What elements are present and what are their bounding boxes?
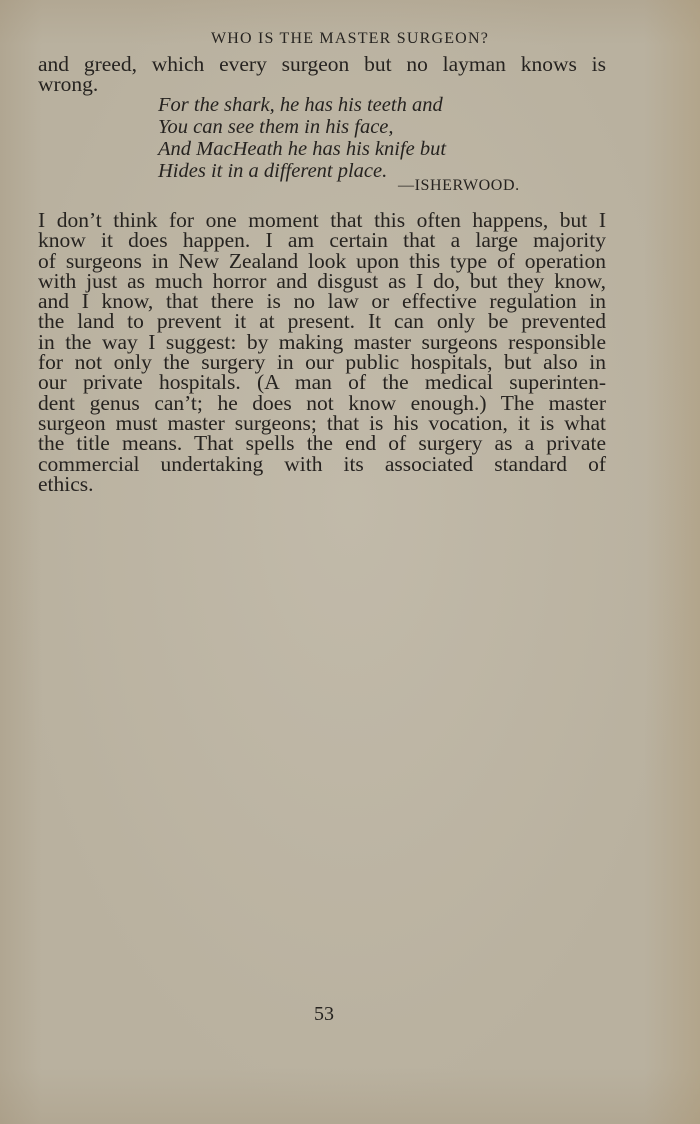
text-line: and greed, which every surgeon but no layman knows is [38,52,606,76]
text-line: ethics. [38,471,94,496]
verse-line: Hides it in a different place. [158,160,388,182]
text-line: the land to prevent it at present. It can only be prevented [38,309,606,334]
text-line: surgeon must master surgeons; that is his vocation, it is what [38,410,606,435]
verse-line: For the shark, he has his teeth and [158,94,443,116]
body-paragraph [38,210,606,494]
text-line: know it does happen. I am certain that a large majority [38,228,606,253]
text-line: in the way I suggest: by making master surgeons responsible [38,329,606,354]
text-line: wrong. [38,72,99,97]
verse-line: You can see them in his face, [158,116,394,138]
text-line: of surgeons in New Zealand look upon this type of operation [38,248,606,273]
page-number: 53 [314,1003,334,1025]
text-line: dent genus can’t; he does not know enough.) The master [38,390,606,415]
text-line: for not only the surgery in our public hospitals, but also in [38,350,606,375]
intro-text [38,54,606,95]
text-line: the title means. That spells the end of surgery as a private [38,431,606,456]
quote-attribution: —ISHERWOOD. [398,177,520,194]
verse-quote [158,94,446,182]
running-header: WHO IS THE MASTER SURGEON? [210,30,489,47]
text-line: our private hospitals. (A man of the medical superinten- [38,370,606,395]
text-line: with just as much horror and disgust as I do, but they know, [38,268,606,293]
text-line: and I know, that there is no law or effective regulation in [38,289,606,314]
verse-line: And MacHeath he has his knife but [158,138,447,160]
text-line: commercial undertaking with its associated standard of [38,451,606,476]
text-line: I don’t think for one moment that this often happens, but I [38,208,606,232]
